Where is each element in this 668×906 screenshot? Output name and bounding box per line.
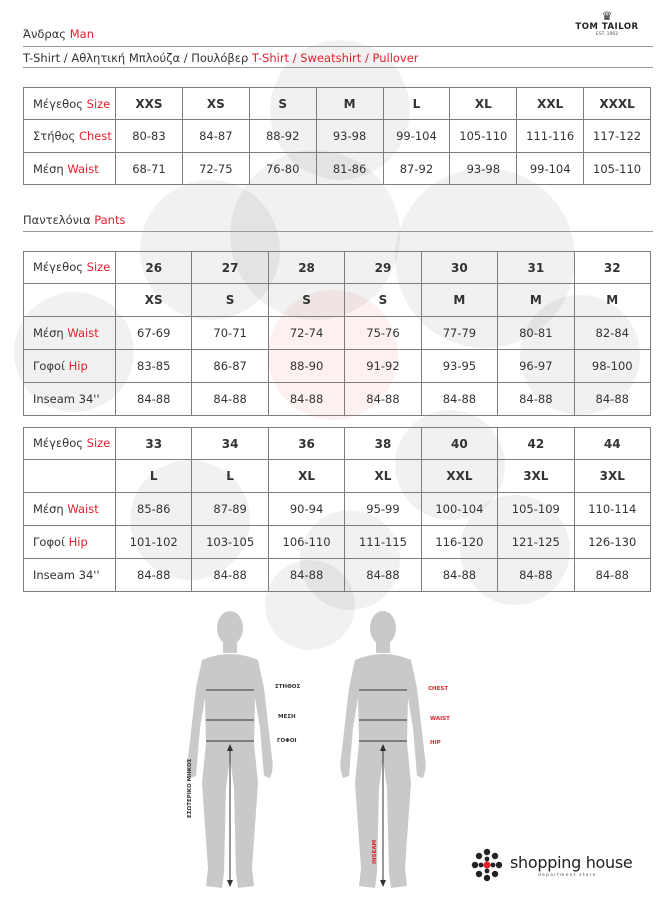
waist-label-en: WAIST <box>430 716 450 722</box>
row-label <box>24 460 116 493</box>
table-cell: 96-97 <box>498 350 574 383</box>
table-cell: L <box>116 460 192 493</box>
row-label: Γοφοί Hip <box>24 526 116 559</box>
table-cell: M <box>574 284 650 317</box>
table-cell: 70-71 <box>192 317 268 350</box>
table-row <box>24 153 651 185</box>
table-cell: M <box>498 284 574 317</box>
table-cell: 105-110 <box>584 153 651 185</box>
table-cell: 28 <box>268 252 344 284</box>
table-cell: 84-88 <box>116 559 192 592</box>
table-cell: 117-122 <box>584 120 651 153</box>
table-cell: 76-80 <box>249 153 316 185</box>
table-cell: XL <box>450 88 517 120</box>
table-cell: 121-125 <box>498 526 574 559</box>
row-label: Μέγεθος Size <box>24 428 116 460</box>
table-cell: 99-104 <box>517 153 584 185</box>
table-cell: 98-100 <box>574 350 650 383</box>
table-row <box>24 493 651 526</box>
table-cell: 84-88 <box>192 559 268 592</box>
table-cell: 72-75 <box>182 153 249 185</box>
table-row <box>24 317 651 350</box>
table-cell: 84-88 <box>498 383 574 416</box>
table-cell: 93-98 <box>316 120 383 153</box>
table-row <box>24 383 651 416</box>
row-label: Μέση Waist <box>24 153 116 185</box>
table-cell: 44 <box>574 428 650 460</box>
measurement-figures <box>180 608 480 898</box>
table-cell: 105-110 <box>450 120 517 153</box>
table-cell: 32 <box>574 252 650 284</box>
table-cell: 30 <box>421 252 497 284</box>
table-cell: 86-87 <box>192 350 268 383</box>
table-cell: 88-92 <box>249 120 316 153</box>
table-cell: 77-79 <box>421 317 497 350</box>
table-cell: 95-99 <box>345 493 421 526</box>
inseam-label-gr: ΕΣΩΤΕΡΙΚΟ ΜΗΚΟΣ <box>187 758 193 818</box>
table-cell: 84-88 <box>345 559 421 592</box>
table-cell: XL <box>345 460 421 493</box>
table-cell: 84-88 <box>116 383 192 416</box>
brand-est: EST. 1962 <box>595 32 619 37</box>
table-cell: S <box>268 284 344 317</box>
row-label: Στήθος Chest <box>24 120 116 153</box>
store-logo <box>466 846 656 886</box>
table-row <box>24 350 651 383</box>
table-cell: 87-92 <box>383 153 450 185</box>
table-cell: XXL <box>517 88 584 120</box>
store-tagline: department store <box>538 873 597 878</box>
table-cell: 99-104 <box>383 120 450 153</box>
table-cell: 36 <box>268 428 344 460</box>
table-cell: 100-104 <box>421 493 497 526</box>
table-cell: 84-88 <box>498 559 574 592</box>
table-cell: 3XL <box>498 460 574 493</box>
table-cell: 111-116 <box>517 120 584 153</box>
row-label: Inseam 34'' <box>24 383 116 416</box>
table-cell: 81-86 <box>316 153 383 185</box>
table-cell: 90-94 <box>268 493 344 526</box>
table-cell: XXXL <box>584 88 651 120</box>
table-cell: 38 <box>345 428 421 460</box>
table-cell: M <box>316 88 383 120</box>
body-figures-illustration <box>180 608 480 898</box>
table-cell: 31 <box>498 252 574 284</box>
table-cell: 93-95 <box>421 350 497 383</box>
table-cell: 3XL <box>574 460 650 493</box>
table-cell: 72-74 <box>268 317 344 350</box>
table-cell: 84-88 <box>421 383 497 416</box>
table-cell: 42 <box>498 428 574 460</box>
store-logo-icon <box>466 846 508 886</box>
waist-label-gr: ΜΕΣΗ <box>278 714 296 720</box>
table-cell: 84-88 <box>574 559 650 592</box>
table-cell: 27 <box>192 252 268 284</box>
table-cell: XXS <box>116 88 183 120</box>
pants-size-table-2 <box>23 427 651 592</box>
table-cell: 80-83 <box>116 120 183 153</box>
table-cell: 105-109 <box>498 493 574 526</box>
table-cell: 84-88 <box>268 383 344 416</box>
row-label <box>24 284 116 317</box>
table-cell: 85-86 <box>116 493 192 526</box>
chest-label-gr: ΣΤΗΘΟΣ <box>275 684 301 690</box>
row-label: Γοφοί Hip <box>24 350 116 383</box>
table-row <box>24 526 651 559</box>
chest-label-en: CHEST <box>428 686 449 692</box>
table-cell: 26 <box>116 252 192 284</box>
table-cell: M <box>421 284 497 317</box>
table-cell: 84-88 <box>268 559 344 592</box>
table-cell: 111-115 <box>345 526 421 559</box>
row-label: Μέγεθος Size <box>24 88 116 120</box>
section-title: Άνδρας Man <box>23 27 94 41</box>
inseam-label-en: INSEAM <box>372 839 378 864</box>
row-label: Inseam 34'' <box>24 559 116 592</box>
pants-size-table-1 <box>23 251 651 416</box>
table-cell: 88-90 <box>268 350 344 383</box>
table-cell: 126-130 <box>574 526 650 559</box>
table-cell: 34 <box>192 428 268 460</box>
table-cell: 116-120 <box>421 526 497 559</box>
table-cell: 67-69 <box>116 317 192 350</box>
table-cell: 83-85 <box>116 350 192 383</box>
table-cell: 84-88 <box>421 559 497 592</box>
table-cell: XS <box>182 88 249 120</box>
table-cell: L <box>383 88 450 120</box>
brand-name: TOM TAILOR <box>575 22 639 32</box>
table-cell: 68-71 <box>116 153 183 185</box>
divider <box>23 67 653 68</box>
table-cell: L <box>192 460 268 493</box>
table-cell: 87-89 <box>192 493 268 526</box>
hip-label-en: HIP <box>430 740 441 746</box>
table-cell: 84-88 <box>192 383 268 416</box>
table-cell: 93-98 <box>450 153 517 185</box>
table-row <box>24 284 651 317</box>
crown-icon: ♛ <box>601 9 613 23</box>
table-cell: 33 <box>116 428 192 460</box>
table-cell: S <box>192 284 268 317</box>
table-cell: 91-92 <box>345 350 421 383</box>
table-cell: 84-88 <box>574 383 650 416</box>
table-row <box>24 120 651 153</box>
row-label: Μέση Waist <box>24 493 116 526</box>
table-cell: XXL <box>421 460 497 493</box>
row-label: Μέγεθος Size <box>24 252 116 284</box>
table-cell: XS <box>116 284 192 317</box>
table-cell: 29 <box>345 252 421 284</box>
divider <box>23 231 653 232</box>
table-cell: 75-76 <box>345 317 421 350</box>
table-cell: 106-110 <box>268 526 344 559</box>
category-title: T-Shirt / Αθλητική Μπλούζα / Πουλόβερ T-Shirt / Sweatshirt / Pullover <box>23 51 419 65</box>
table-cell: 82-84 <box>574 317 650 350</box>
table-cell: 40 <box>421 428 497 460</box>
divider <box>23 46 653 47</box>
pants-title: Παντελόνια Pants <box>23 213 126 227</box>
hip-label-gr: ΓΟΦΟΙ <box>277 738 297 744</box>
table-cell: 101-102 <box>116 526 192 559</box>
table-row <box>24 428 651 460</box>
table-row <box>24 252 651 284</box>
table-cell: S <box>249 88 316 120</box>
table-cell: 110-114 <box>574 493 650 526</box>
row-label: Μέση Waist <box>24 317 116 350</box>
table-cell: XL <box>268 460 344 493</box>
table-row <box>24 559 651 592</box>
table-cell: 84-87 <box>182 120 249 153</box>
table-row <box>24 460 651 493</box>
table-row <box>24 88 651 120</box>
shirt-size-table <box>23 87 651 185</box>
brand-logo <box>562 10 652 37</box>
table-cell: 84-88 <box>345 383 421 416</box>
table-cell: 103-105 <box>192 526 268 559</box>
store-name: shopping house <box>510 853 633 872</box>
table-cell: S <box>345 284 421 317</box>
table-cell: 80-81 <box>498 317 574 350</box>
